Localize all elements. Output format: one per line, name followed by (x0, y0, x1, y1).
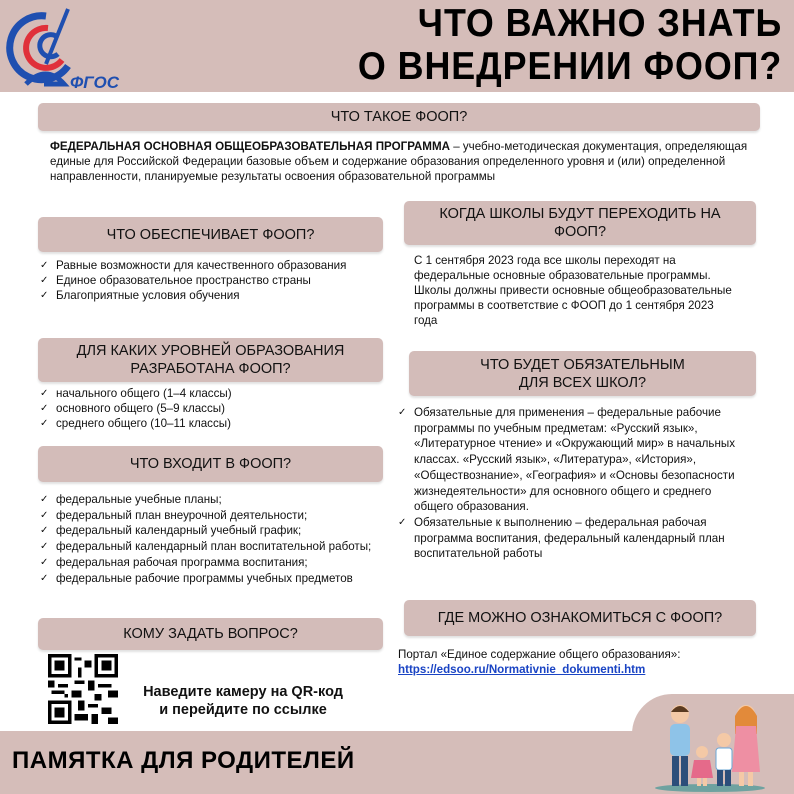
qr-instructions: Наведите камеру на QR-код и перейдите по ссылке (143, 684, 343, 718)
fgos-logo (6, 4, 126, 92)
provides-heading: ЧТО ОБЕСПЕЧИВАЕТ ФООП? (38, 217, 383, 252)
where-text: Портал «Единое содержание общего образования»: https://edsoo.ru/Normativnie_dokumenti.htm (398, 648, 681, 676)
qr-code[interactable] (48, 654, 118, 724)
what-is-heading: ЧТО ТАКОЕ ФООП? (38, 103, 760, 131)
what-is-text: ФЕДЕРАЛЬНАЯ ОСНОВНАЯ ОБЩЕОБРАЗОВАТЕЛЬНАЯ ПРОГРАММА – учебно-методическая документация, определяющая единые для Российской Федерации базовые объем и содержание образования определенного уровня и (или) определенной направленности, планируемые результаты освоения образовательной программы (50, 140, 748, 183)
page-title: ЧТО ВАЖНО ЗНАТЬ О ВНЕДРЕНИИ ФООП? (357, 2, 782, 88)
mandatory-list: ✓ Обязательные для применения – федеральные рабочие программы по учебным предметам: «Русский язык», «Литературное чтение» и «Окружающий мир» в начальных классах. «Русский язык», «Литература», «История», «Обществознание», «География» и «Основы безопасности жизнедеятельности» для основного общего и среднего общего образования. ✓ Обязательные к выполнению – федеральная рабочая программа воспитания, федеральный календарный план воспитательной работы (396, 405, 744, 562)
includes-list: ✓ федеральные учебные планы; ✓ федеральный план внеурочной деятельности; ✓ федеральный календарный учебный график; ✓ федеральный календарный план воспитательной работы; ✓ федеральная рабочая программа воспитания; ✓ федеральные рабочие программы учебных предметов (38, 492, 398, 586)
ask-heading: КОМУ ЗАДАТЬ ВОПРОС? (38, 618, 383, 650)
mandatory-heading: ЧТО БУДЕТ ОБЯЗАТЕЛЬНЫМ ДЛЯ ВСЕХ ШКОЛ? (409, 351, 756, 396)
includes-heading: ЧТО ВХОДИТ В ФООП? (38, 446, 383, 482)
levels-heading: ДЛЯ КАКИХ УРОВНЕЙ ОБРАЗОВАНИЯ РАЗРАБОТАНА ФООП? (38, 338, 383, 382)
levels-list: ✓ начального общего (1–4 классы) ✓ основного общего (5–9 классы) ✓ среднего общего (10–11 классы) (38, 386, 358, 431)
when-text: С 1 сентября 2023 года все школы переходят на федеральные основные образовательные программы. Школы должны привести основные общеобразовательные программы в соответствие с ФООП до 1 сентября 2023 года (414, 254, 732, 327)
svg-text:ФГОС: ФГОС (70, 73, 119, 92)
footer-title: ПАМЯТКА ДЛЯ РОДИТЕЛЕЙ (12, 747, 355, 774)
family-illustration (650, 700, 770, 792)
when-heading: КОГДА ШКОЛЫ БУДУТ ПЕРЕХОДИТЬ НА ФООП? (404, 201, 756, 245)
where-heading: ГДЕ МОЖНО ОЗНАКОМИТЬСЯ С ФООП? (404, 600, 756, 636)
edsoo-link[interactable]: https://edsoo.ru/Normativnie_dokumenti.htm (398, 663, 646, 676)
provides-list: ✓ Равные возможности для качественного образования ✓ Единое образовательное пространство страны ✓ Благоприятные условия обучения (38, 258, 358, 303)
